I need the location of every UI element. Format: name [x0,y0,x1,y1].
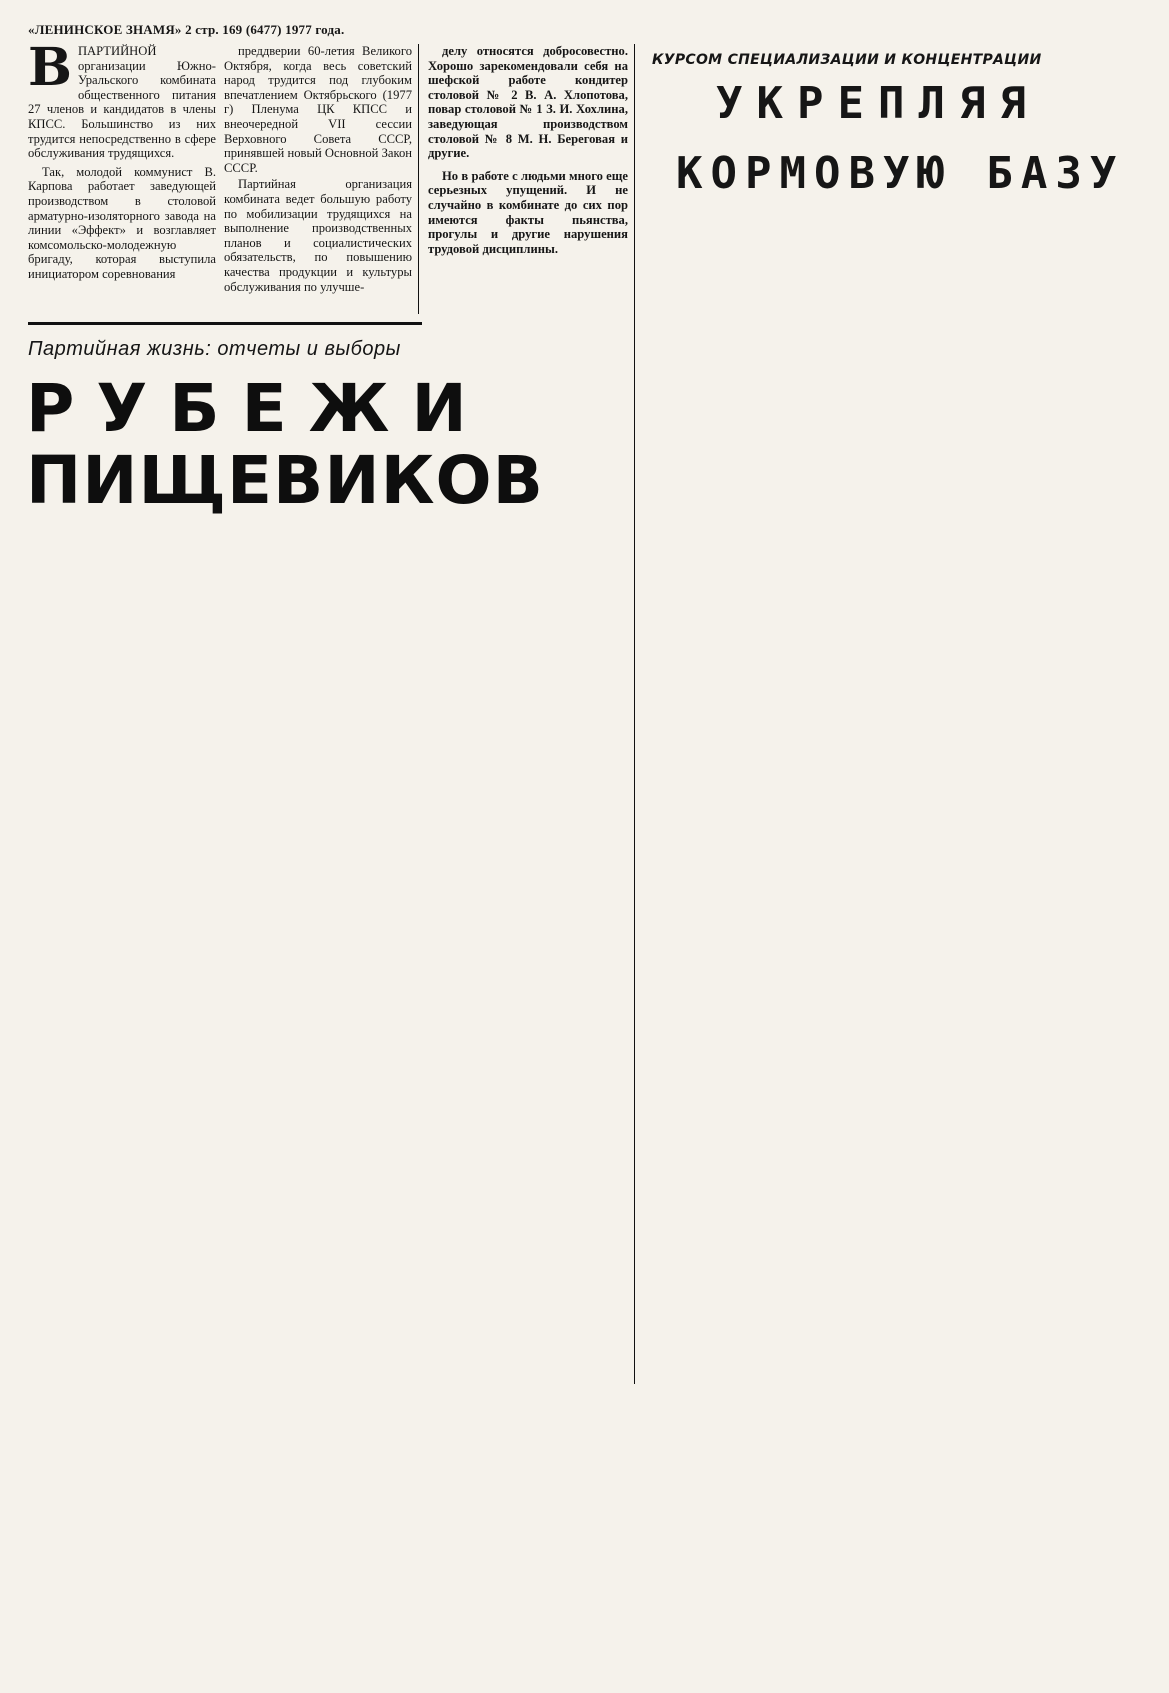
article1-col2 [224,44,412,316]
article1-col3b-text: Но в работе с людьми много еще серьезных упущений. И не случайно в комбинате до сих пор имеются факты пьянства, прогулы и другие нарушения трудовой дисциплины. [428,168,628,256]
rubric-party-life: Партийная жизнь: отчеты и выборы [28,338,401,360]
column-divider [418,44,419,314]
right-headline1: УКРЕПЛЯЯ [716,78,1040,129]
headline-line2: ПИЩЕВИКОВ [26,442,544,519]
headline-line1: РУБЕЖИ [26,370,489,447]
section-rule [28,322,422,325]
dropcap: В [28,37,72,98]
article1-col3 [428,44,628,304]
column-divider [634,44,635,1384]
article1-col2-text: преддверии 60-летия Великого Октября, когда весь советский народ трудится под глубоким впечатлением Октябрьского (1977 г) Пленума ЦК КПСС и внеочередной VII сессии Верховного Совета СССР, принявшей новый Основной Закон СССР. [224,44,412,175]
article1-col3-text: делу относятся добросовестно. Хорошо зарекомендовали себя на шефской работе кондитер столовой № 2 В. А. Хлопотова, повар столовой № 1 З. И. Хохлина, заведующая производством столовой № 8 М. Н. Береговая и другие. [428,44,628,161]
newspaper-header: «ЛЕНИНСКОЕ ЗНАМЯ» 2 стр. 169 (6477) 1977 года. [28,22,345,37]
article1-col1-text: ПАРТИЙНОЙ организации Южно-Уральского комбината общественного питания 27 членов и кандидатов в члены КПСС. Большинство из них трудится непосредственно в сфере обслуживания трудящихся. [28,44,216,161]
article1-col2b-text: Партийная организация комбината ведет большую работу по мобилизации трудящихся на выполнение производственных планов и социалистических обязательств, по повышению качества продукции и культуры обслуживания по улучше- [224,177,412,294]
article1-col1 [28,37,216,316]
article1-col1b-text: Так, молодой коммунист В. Карпова работает заведующей производством в столовой арматурно-изоляторного завода на линии «Эффект» и возглавляет комсомольско-молодежную бригаду, которая выступила инициатором соревнования [28,164,216,281]
right-headline2: КОРМОВУЮ БАЗУ [676,148,1125,199]
right-rubric: КУРСОМ СПЕЦИАЛИЗАЦИИ И КОНЦЕНТРАЦИИ [652,52,1042,68]
